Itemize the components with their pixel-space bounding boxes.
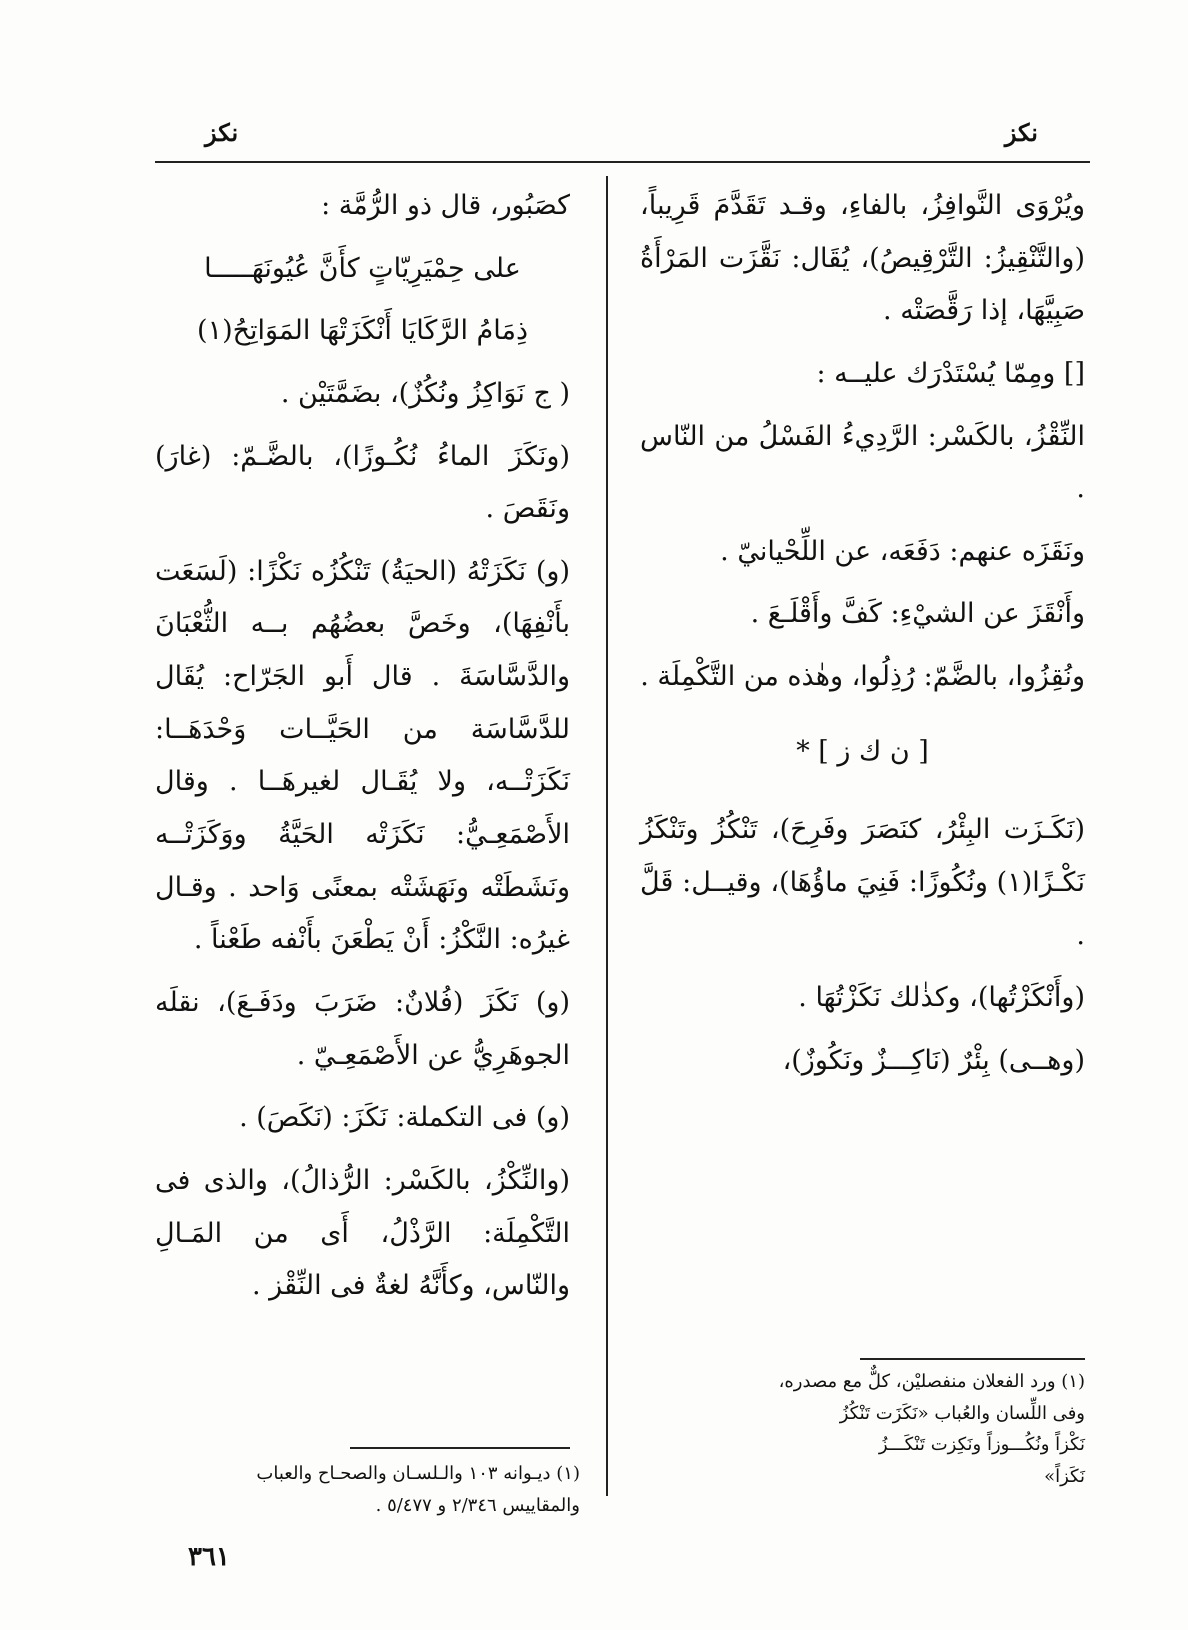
paragraph: (و) فى التكملة: نَكَزَ: (نَكَصَ) . [239,1102,570,1134]
paragraph: ( ج نَوَاكِزُ ونُكُزٌ)، بضَمَّتَيْن . [280,377,570,409]
poem-line: ذِمَامُ الرَّكَايَا أَنْكَزَتْهَا المَوَاتِحُ(١) [197,315,528,347]
footnote-rule-left [350,1447,570,1449]
paragraph: وأَنْقَزَ عن الشيْءِ: كَفَّ وأَقْلَـعَ . [750,598,1085,630]
paragraph: ونَقَزَه عنهم: دَفَعَه، عن اللِّحْيانيّ . [720,535,1085,567]
poem-line: على حِمْيَرِيّاتٍ كأَنَّ عُيُونَهَـــــا [204,252,521,284]
paragraph: [] ومِمّا يُسْتَدْرَك عليــه : [816,357,1085,389]
paragraph: (و) نَكَزَتْهُ (الحيَةُ) تَنْكُزُه نَكْزًا: (لَسَعَت بأَنْفِهَا)، وخَصَّ بعضُهُم بــه الثُّعْبَانَ والدَّسَّاسَةَ . قال أَبو الجَرّاح: يُقَال للدَّسَّاسَة من الحَيَّــات وَحْدَهَــا: نَكَزَتْــه، ولا يُقَـال لغيرهَــا . وقال الأَصْمَعِـيُّ: نَكَزَتْه الحَيَّةُ ووَكَزَتْــه ونَشَطَتْه ونَهَشَتْه بمعنًى وَاحد . وقـال غيرُه: النَّكْزُ: أَنْ يَطْعَنَ بأَنْفه طَعْناً . [155,555,570,956]
running-headword-left: نكز [205,118,239,147]
paragraph: (وهــى) بِئْرٌ (نَاكِـــزٌ ونَكُوزٌ)، [782,1044,1085,1076]
footnote-line: والمقاييس ٢/٣٤٦ و ٥/٤٧٧ . [375,1494,580,1516]
footnote-line: (١) ديـوانه ١٠٣ والـلسـان والصحـاح والعباب [256,1463,580,1484]
paragraph: (وأَنْكَزْتُها)، وكذٰلك نَكَزْتُهَا . [798,982,1085,1014]
section-heading: [ ن ك ز ] * [796,735,929,767]
paragraph: (ونَكَزَ الماءُ نُكُـوزًا)، بالضَّـمّ: (غارَ) ونَقَصَ . [155,440,570,525]
right-column [640,180,1085,1098]
column-divider [606,176,608,1496]
paragraph: ويُرْوَى النَّوافِزُ، بالفاءِ، وقـد تَقَدَّمَ قَرِيباً، (والتَّنْقِيزُ: التَّرْقِيصُ)، يُقَال: نَقَّزَت المَرْأَةُ صَبِيَّهَا، إذا رَقَّصَتْه . [640,190,1085,327]
paragraph: (نَكَـزَت البِئْرُ، كنَصَرَ وفَرِحَ)، تَنْكُزُ وتَنْكَزُ نَكْـزًا(١) ونُكُوزًا: فَنِيَ ماؤُهَا)، وقيــل: قَلَّ . [640,814,1085,951]
paragraph: النِّقْزُ، بالكَسْر: الرَّدِيءُ الفَسْلُ من النّاس . [640,420,1085,505]
footnote-line: (١) ورد الفعلان منفصليْن، كلٌّ مع مصدره، [778,1371,1085,1392]
paragraph: كصَبُور، قال ذو الرُّمَّة : [321,190,570,221]
footnote-right [640,1366,1085,1492]
paragraph: (و) نَكَزَ (فُلانٌ: ضَرَبَ ودَفَـعَ)، نقلَه الجوهَرِيُّ عن الأَصْمَعِـيّ . [155,986,570,1071]
left-column [155,180,570,1323]
footnote-rule-right [860,1358,1085,1360]
paragraph: (والنِّكْزُ، بالكَسْر: الرُّذالُ)، والذى فى التَّكْمِلَة: الرَّذْلُ، أَى من المَـالِ والنّاس، وكأَنَّهُ لغةٌ فى النِّقْز . [155,1164,570,1302]
paragraph: ونُقِزُوا، بالضَّمّ: رُذِلُوا، وهٰذه من التَّكْمِلَة . [640,661,1085,693]
footnote-line: نَكَزاً» [1044,1465,1085,1487]
page-number: ٣٦١ [188,1542,230,1572]
footnote-line: وفى اللِّسان والعُباب «نَكَزَت تَنْكُزُ [839,1402,1085,1424]
footnote-line: نَكْزاً ونُكُـــوزاً ونَكِزت تَنْكَـــزُ [878,1434,1085,1455]
footnote-left [140,1458,580,1521]
running-headword-right: نكز [1004,118,1038,147]
header-rule [155,161,1090,163]
